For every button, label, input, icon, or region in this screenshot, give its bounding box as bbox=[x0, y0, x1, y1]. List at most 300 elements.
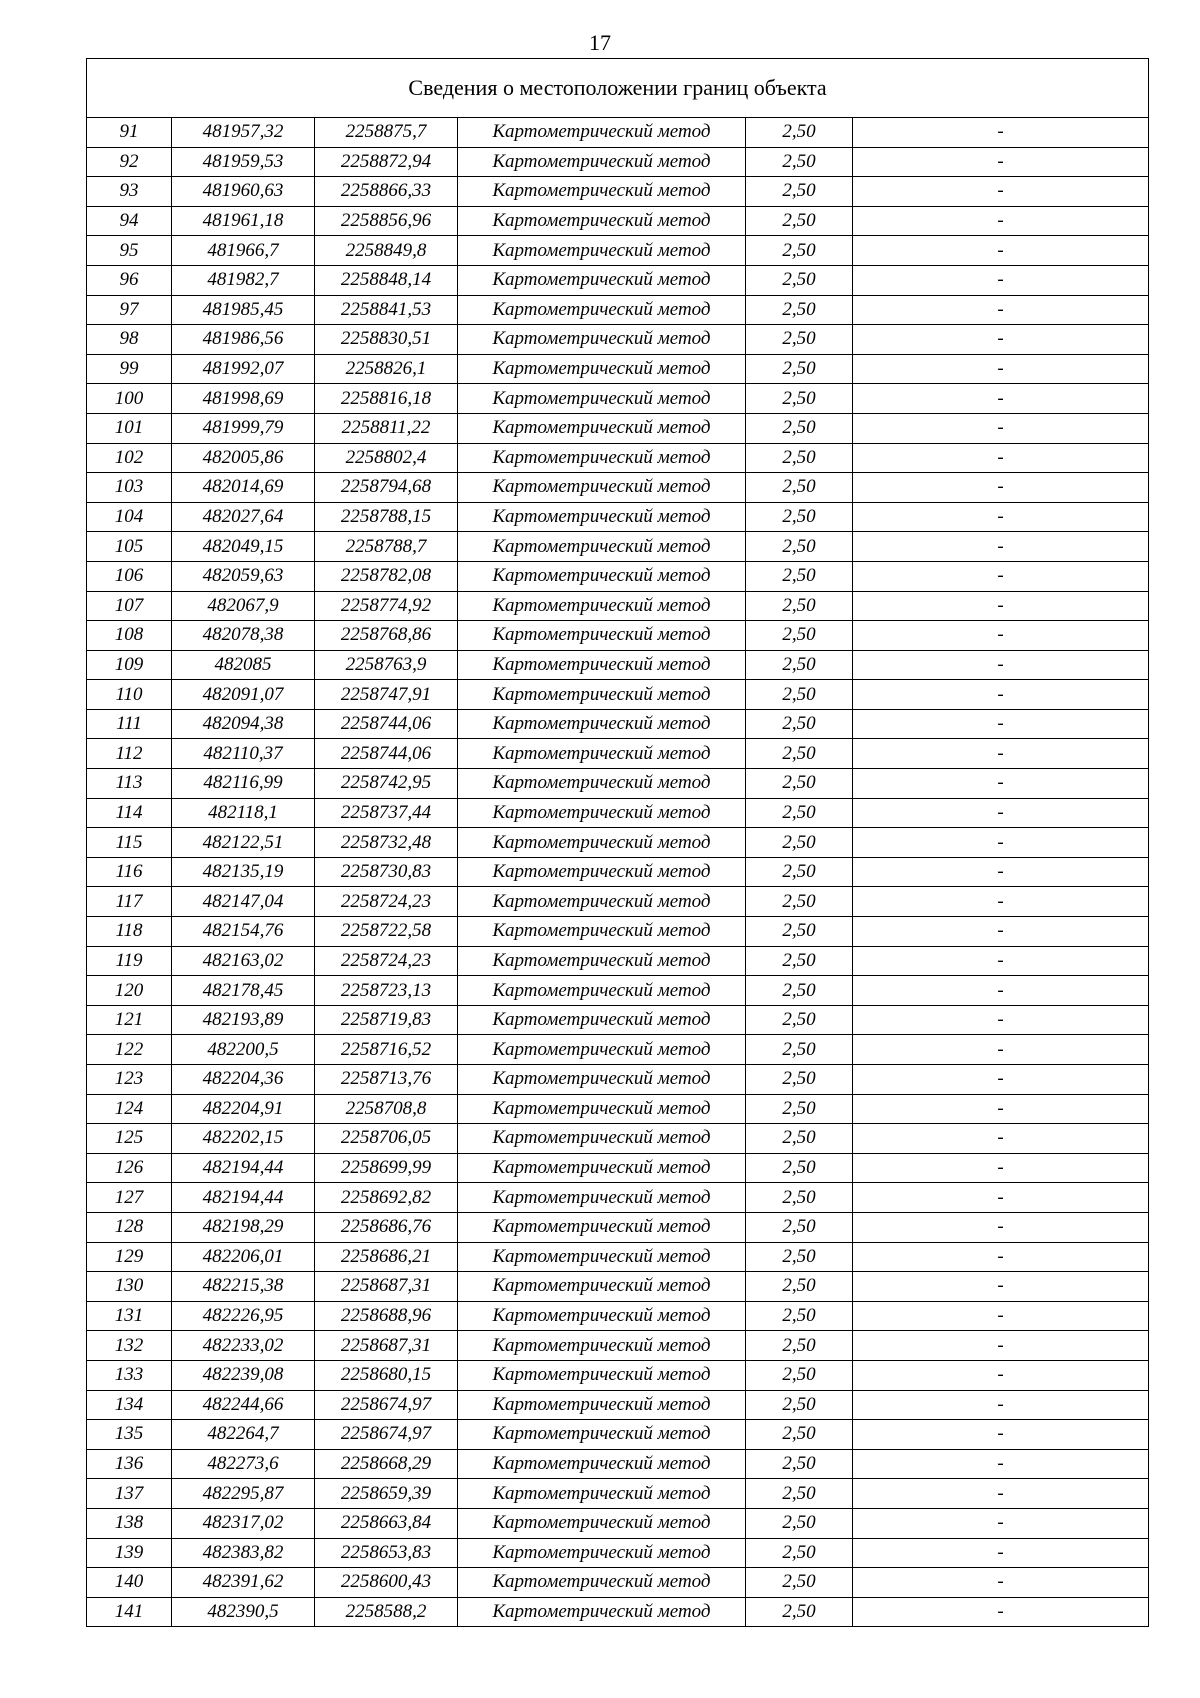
description-cell: - bbox=[853, 473, 1149, 503]
method-cell: Картометрический метод bbox=[458, 413, 746, 443]
point-number-cell: 105 bbox=[87, 532, 172, 562]
accuracy-cell: 2,50 bbox=[746, 177, 853, 207]
x-coordinate-cell: 482383,82 bbox=[172, 1538, 315, 1568]
y-coordinate-cell: 2258788,7 bbox=[315, 532, 458, 562]
x-coordinate-cell: 482122,51 bbox=[172, 828, 315, 858]
y-coordinate-cell: 2258653,83 bbox=[315, 1538, 458, 1568]
description-cell: - bbox=[853, 1183, 1149, 1213]
x-coordinate-cell: 482078,38 bbox=[172, 621, 315, 651]
accuracy-cell: 2,50 bbox=[746, 1538, 853, 1568]
table-row bbox=[87, 1420, 1149, 1450]
method-cell: Картометрический метод bbox=[458, 1183, 746, 1213]
table-row bbox=[87, 1242, 1149, 1272]
y-coordinate-cell: 2258816,18 bbox=[315, 384, 458, 414]
accuracy-cell: 2,50 bbox=[746, 206, 853, 236]
accuracy-cell: 2,50 bbox=[746, 946, 853, 976]
y-coordinate-cell: 2258875,7 bbox=[315, 118, 458, 148]
point-number-cell: 92 bbox=[87, 147, 172, 177]
y-coordinate-cell: 2258763,9 bbox=[315, 650, 458, 680]
description-cell: - bbox=[853, 1094, 1149, 1124]
description-cell: - bbox=[853, 887, 1149, 917]
description-cell: - bbox=[853, 1301, 1149, 1331]
description-cell: - bbox=[853, 769, 1149, 799]
table-row bbox=[87, 118, 1149, 148]
accuracy-cell: 2,50 bbox=[746, 265, 853, 295]
point-number-cell: 102 bbox=[87, 443, 172, 473]
y-coordinate-cell: 2258692,82 bbox=[315, 1183, 458, 1213]
x-coordinate-cell: 482239,08 bbox=[172, 1360, 315, 1390]
y-coordinate-cell: 2258826,1 bbox=[315, 354, 458, 384]
table-row bbox=[87, 1390, 1149, 1420]
x-coordinate-cell: 482193,89 bbox=[172, 1005, 315, 1035]
x-coordinate-cell: 482244,66 bbox=[172, 1390, 315, 1420]
y-coordinate-cell: 2258724,23 bbox=[315, 887, 458, 917]
method-cell: Картометрический метод bbox=[458, 295, 746, 325]
y-coordinate-cell: 2258782,08 bbox=[315, 561, 458, 591]
x-coordinate-cell: 481957,32 bbox=[172, 118, 315, 148]
point-number-cell: 97 bbox=[87, 295, 172, 325]
method-cell: Картометрический метод bbox=[458, 532, 746, 562]
x-coordinate-cell: 482295,87 bbox=[172, 1479, 315, 1509]
y-coordinate-cell: 2258600,43 bbox=[315, 1568, 458, 1598]
description-cell: - bbox=[853, 1212, 1149, 1242]
x-coordinate-cell: 482391,62 bbox=[172, 1568, 315, 1598]
x-coordinate-cell: 482204,36 bbox=[172, 1065, 315, 1095]
description-cell: - bbox=[853, 1360, 1149, 1390]
table-row bbox=[87, 591, 1149, 621]
method-cell: Картометрический метод bbox=[458, 1212, 746, 1242]
accuracy-cell: 2,50 bbox=[746, 1360, 853, 1390]
y-coordinate-cell: 2258737,44 bbox=[315, 798, 458, 828]
method-cell: Картометрический метод bbox=[458, 650, 746, 680]
description-cell: - bbox=[853, 798, 1149, 828]
x-coordinate-cell: 482116,99 bbox=[172, 769, 315, 799]
description-cell: - bbox=[853, 1390, 1149, 1420]
x-coordinate-cell: 481999,79 bbox=[172, 413, 315, 443]
x-coordinate-cell: 482027,64 bbox=[172, 502, 315, 532]
table-row bbox=[87, 1065, 1149, 1095]
y-coordinate-cell: 2258811,22 bbox=[315, 413, 458, 443]
y-coordinate-cell: 2258668,29 bbox=[315, 1449, 458, 1479]
method-cell: Картометрический метод bbox=[458, 1597, 746, 1627]
accuracy-cell: 2,50 bbox=[746, 1005, 853, 1035]
accuracy-cell: 2,50 bbox=[746, 1065, 853, 1095]
table-row bbox=[87, 1212, 1149, 1242]
description-cell: - bbox=[853, 118, 1149, 148]
description-cell: - bbox=[853, 1508, 1149, 1538]
point-number-cell: 125 bbox=[87, 1124, 172, 1154]
accuracy-cell: 2,50 bbox=[746, 532, 853, 562]
point-number-cell: 95 bbox=[87, 236, 172, 266]
x-coordinate-cell: 482390,5 bbox=[172, 1597, 315, 1627]
y-coordinate-cell: 2258841,53 bbox=[315, 295, 458, 325]
x-coordinate-cell: 482154,76 bbox=[172, 917, 315, 947]
y-coordinate-cell: 2258742,95 bbox=[315, 769, 458, 799]
method-cell: Картометрический метод bbox=[458, 1124, 746, 1154]
description-cell: - bbox=[853, 1331, 1149, 1361]
description-cell: - bbox=[853, 147, 1149, 177]
point-number-cell: 115 bbox=[87, 828, 172, 858]
method-cell: Картометрический метод bbox=[458, 561, 746, 591]
point-number-cell: 116 bbox=[87, 857, 172, 887]
method-cell: Картометрический метод bbox=[458, 443, 746, 473]
accuracy-cell: 2,50 bbox=[746, 1390, 853, 1420]
method-cell: Картометрический метод bbox=[458, 118, 746, 148]
point-number-cell: 130 bbox=[87, 1272, 172, 1302]
method-cell: Картометрический метод bbox=[458, 857, 746, 887]
y-coordinate-cell: 2258730,83 bbox=[315, 857, 458, 887]
method-cell: Картометрический метод bbox=[458, 1449, 746, 1479]
method-cell: Картометрический метод bbox=[458, 1568, 746, 1598]
x-coordinate-cell: 482005,86 bbox=[172, 443, 315, 473]
description-cell: - bbox=[853, 1538, 1149, 1568]
method-cell: Картометрический метод bbox=[458, 1508, 746, 1538]
x-coordinate-cell: 482317,02 bbox=[172, 1508, 315, 1538]
method-cell: Картометрический метод bbox=[458, 1538, 746, 1568]
table-row bbox=[87, 917, 1149, 947]
x-coordinate-cell: 482094,38 bbox=[172, 709, 315, 739]
accuracy-cell: 2,50 bbox=[746, 443, 853, 473]
method-cell: Картометрический метод bbox=[458, 739, 746, 769]
y-coordinate-cell: 2258744,06 bbox=[315, 709, 458, 739]
table-row bbox=[87, 1360, 1149, 1390]
accuracy-cell: 2,50 bbox=[746, 561, 853, 591]
accuracy-cell: 2,50 bbox=[746, 325, 853, 355]
accuracy-cell: 2,50 bbox=[746, 118, 853, 148]
method-cell: Картометрический метод bbox=[458, 1035, 746, 1065]
table-row bbox=[87, 680, 1149, 710]
description-cell: - bbox=[853, 325, 1149, 355]
accuracy-cell: 2,50 bbox=[746, 1597, 853, 1627]
point-number-cell: 117 bbox=[87, 887, 172, 917]
point-number-cell: 113 bbox=[87, 769, 172, 799]
description-cell: - bbox=[853, 739, 1149, 769]
table-row bbox=[87, 561, 1149, 591]
point-number-cell: 111 bbox=[87, 709, 172, 739]
description-cell: - bbox=[853, 1420, 1149, 1450]
point-number-cell: 106 bbox=[87, 561, 172, 591]
x-coordinate-cell: 482204,91 bbox=[172, 1094, 315, 1124]
table-row bbox=[87, 1005, 1149, 1035]
point-number-cell: 109 bbox=[87, 650, 172, 680]
accuracy-cell: 2,50 bbox=[746, 295, 853, 325]
accuracy-cell: 2,50 bbox=[746, 798, 853, 828]
table-row bbox=[87, 798, 1149, 828]
description-cell: - bbox=[853, 1568, 1149, 1598]
table-row bbox=[87, 1183, 1149, 1213]
method-cell: Картометрический метод bbox=[458, 1420, 746, 1450]
y-coordinate-cell: 2258830,51 bbox=[315, 325, 458, 355]
accuracy-cell: 2,50 bbox=[746, 591, 853, 621]
accuracy-cell: 2,50 bbox=[746, 1420, 853, 1450]
table-row bbox=[87, 1094, 1149, 1124]
x-coordinate-cell: 482118,1 bbox=[172, 798, 315, 828]
y-coordinate-cell: 2258849,8 bbox=[315, 236, 458, 266]
y-coordinate-cell: 2258588,2 bbox=[315, 1597, 458, 1627]
y-coordinate-cell: 2258723,13 bbox=[315, 976, 458, 1006]
y-coordinate-cell: 2258716,52 bbox=[315, 1035, 458, 1065]
description-cell: - bbox=[853, 443, 1149, 473]
method-cell: Картометрический метод bbox=[458, 1301, 746, 1331]
point-number-cell: 107 bbox=[87, 591, 172, 621]
point-number-cell: 118 bbox=[87, 917, 172, 947]
point-number-cell: 123 bbox=[87, 1065, 172, 1095]
table-row bbox=[87, 946, 1149, 976]
x-coordinate-cell: 482085 bbox=[172, 650, 315, 680]
x-coordinate-cell: 482163,02 bbox=[172, 946, 315, 976]
description-cell: - bbox=[853, 354, 1149, 384]
x-coordinate-cell: 481986,56 bbox=[172, 325, 315, 355]
accuracy-cell: 2,50 bbox=[746, 1183, 853, 1213]
description-cell: - bbox=[853, 1272, 1149, 1302]
boundary-coordinates-table bbox=[86, 58, 1149, 1627]
y-coordinate-cell: 2258856,96 bbox=[315, 206, 458, 236]
x-coordinate-cell: 481966,7 bbox=[172, 236, 315, 266]
method-cell: Картометрический метод bbox=[458, 1065, 746, 1095]
description-cell: - bbox=[853, 1153, 1149, 1183]
accuracy-cell: 2,50 bbox=[746, 1094, 853, 1124]
table-row bbox=[87, 177, 1149, 207]
y-coordinate-cell: 2258872,94 bbox=[315, 147, 458, 177]
method-cell: Картометрический метод bbox=[458, 887, 746, 917]
table-row bbox=[87, 1508, 1149, 1538]
y-coordinate-cell: 2258687,31 bbox=[315, 1272, 458, 1302]
y-coordinate-cell: 2258686,76 bbox=[315, 1212, 458, 1242]
x-coordinate-cell: 482273,6 bbox=[172, 1449, 315, 1479]
accuracy-cell: 2,50 bbox=[746, 917, 853, 947]
point-number-cell: 110 bbox=[87, 680, 172, 710]
table-row bbox=[87, 1479, 1149, 1509]
accuracy-cell: 2,50 bbox=[746, 1508, 853, 1538]
table-row bbox=[87, 502, 1149, 532]
y-coordinate-cell: 2258713,76 bbox=[315, 1065, 458, 1095]
point-number-cell: 133 bbox=[87, 1360, 172, 1390]
table-row bbox=[87, 384, 1149, 414]
point-number-cell: 128 bbox=[87, 1212, 172, 1242]
x-coordinate-cell: 481960,63 bbox=[172, 177, 315, 207]
description-cell: - bbox=[853, 709, 1149, 739]
point-number-cell: 96 bbox=[87, 265, 172, 295]
accuracy-cell: 2,50 bbox=[746, 1479, 853, 1509]
point-number-cell: 119 bbox=[87, 946, 172, 976]
point-number-cell: 91 bbox=[87, 118, 172, 148]
table-row bbox=[87, 887, 1149, 917]
point-number-cell: 131 bbox=[87, 1301, 172, 1331]
description-cell: - bbox=[853, 1449, 1149, 1479]
x-coordinate-cell: 482014,69 bbox=[172, 473, 315, 503]
description-cell: - bbox=[853, 413, 1149, 443]
x-coordinate-cell: 482059,63 bbox=[172, 561, 315, 591]
y-coordinate-cell: 2258706,05 bbox=[315, 1124, 458, 1154]
point-number-cell: 140 bbox=[87, 1568, 172, 1598]
method-cell: Картометрический метод bbox=[458, 591, 746, 621]
x-coordinate-cell: 482147,04 bbox=[172, 887, 315, 917]
x-coordinate-cell: 482067,9 bbox=[172, 591, 315, 621]
method-cell: Картометрический метод bbox=[458, 680, 746, 710]
x-coordinate-cell: 482200,5 bbox=[172, 1035, 315, 1065]
description-cell: - bbox=[853, 561, 1149, 591]
x-coordinate-cell: 481998,69 bbox=[172, 384, 315, 414]
description-cell: - bbox=[853, 917, 1149, 947]
method-cell: Картометрический метод bbox=[458, 502, 746, 532]
y-coordinate-cell: 2258674,97 bbox=[315, 1420, 458, 1450]
table-row bbox=[87, 650, 1149, 680]
table-row bbox=[87, 325, 1149, 355]
method-cell: Картометрический метод bbox=[458, 709, 746, 739]
description-cell: - bbox=[853, 650, 1149, 680]
accuracy-cell: 2,50 bbox=[746, 473, 853, 503]
table-row bbox=[87, 1301, 1149, 1331]
y-coordinate-cell: 2258866,33 bbox=[315, 177, 458, 207]
method-cell: Картометрический метод bbox=[458, 1479, 746, 1509]
point-number-cell: 129 bbox=[87, 1242, 172, 1272]
table-row bbox=[87, 857, 1149, 887]
accuracy-cell: 2,50 bbox=[746, 1035, 853, 1065]
description-cell: - bbox=[853, 295, 1149, 325]
table-row bbox=[87, 532, 1149, 562]
table-row bbox=[87, 739, 1149, 769]
description-cell: - bbox=[853, 1124, 1149, 1154]
accuracy-cell: 2,50 bbox=[746, 1124, 853, 1154]
point-number-cell: 101 bbox=[87, 413, 172, 443]
x-coordinate-cell: 482215,38 bbox=[172, 1272, 315, 1302]
accuracy-cell: 2,50 bbox=[746, 413, 853, 443]
method-cell: Картометрический метод bbox=[458, 177, 746, 207]
method-cell: Картометрический метод bbox=[458, 828, 746, 858]
method-cell: Картометрический метод bbox=[458, 1272, 746, 1302]
description-cell: - bbox=[853, 621, 1149, 651]
y-coordinate-cell: 2258674,97 bbox=[315, 1390, 458, 1420]
x-coordinate-cell: 482194,44 bbox=[172, 1153, 315, 1183]
description-cell: - bbox=[853, 591, 1149, 621]
point-number-cell: 126 bbox=[87, 1153, 172, 1183]
accuracy-cell: 2,50 bbox=[746, 709, 853, 739]
description-cell: - bbox=[853, 502, 1149, 532]
method-cell: Картометрический метод bbox=[458, 976, 746, 1006]
table-row bbox=[87, 236, 1149, 266]
table-row bbox=[87, 1331, 1149, 1361]
x-coordinate-cell: 482110,37 bbox=[172, 739, 315, 769]
description-cell: - bbox=[853, 828, 1149, 858]
table-row bbox=[87, 265, 1149, 295]
description-cell: - bbox=[853, 1035, 1149, 1065]
accuracy-cell: 2,50 bbox=[746, 384, 853, 414]
accuracy-cell: 2,50 bbox=[746, 502, 853, 532]
description-cell: - bbox=[853, 206, 1149, 236]
y-coordinate-cell: 2258659,39 bbox=[315, 1479, 458, 1509]
table-row bbox=[87, 1449, 1149, 1479]
x-coordinate-cell: 482202,15 bbox=[172, 1124, 315, 1154]
accuracy-cell: 2,50 bbox=[746, 887, 853, 917]
y-coordinate-cell: 2258768,86 bbox=[315, 621, 458, 651]
point-number-cell: 121 bbox=[87, 1005, 172, 1035]
point-number-cell: 136 bbox=[87, 1449, 172, 1479]
x-coordinate-cell: 482135,19 bbox=[172, 857, 315, 887]
x-coordinate-cell: 482049,15 bbox=[172, 532, 315, 562]
table-row bbox=[87, 354, 1149, 384]
y-coordinate-cell: 2258719,83 bbox=[315, 1005, 458, 1035]
y-coordinate-cell: 2258686,21 bbox=[315, 1242, 458, 1272]
description-cell: - bbox=[853, 1242, 1149, 1272]
point-number-cell: 104 bbox=[87, 502, 172, 532]
accuracy-cell: 2,50 bbox=[746, 236, 853, 266]
accuracy-cell: 2,50 bbox=[746, 1272, 853, 1302]
point-number-cell: 114 bbox=[87, 798, 172, 828]
method-cell: Картометрический метод bbox=[458, 265, 746, 295]
table-row bbox=[87, 976, 1149, 1006]
y-coordinate-cell: 2258788,15 bbox=[315, 502, 458, 532]
description-cell: - bbox=[853, 1005, 1149, 1035]
table-row bbox=[87, 1597, 1149, 1627]
method-cell: Картометрический метод bbox=[458, 1360, 746, 1390]
method-cell: Картометрический метод bbox=[458, 1390, 746, 1420]
y-coordinate-cell: 2258802,4 bbox=[315, 443, 458, 473]
method-cell: Картометрический метод bbox=[458, 1242, 746, 1272]
accuracy-cell: 2,50 bbox=[746, 1449, 853, 1479]
accuracy-cell: 2,50 bbox=[746, 1301, 853, 1331]
method-cell: Картометрический метод bbox=[458, 147, 746, 177]
point-number-cell: 134 bbox=[87, 1390, 172, 1420]
y-coordinate-cell: 2258732,48 bbox=[315, 828, 458, 858]
point-number-cell: 127 bbox=[87, 1183, 172, 1213]
y-coordinate-cell: 2258774,92 bbox=[315, 591, 458, 621]
accuracy-cell: 2,50 bbox=[746, 147, 853, 177]
y-coordinate-cell: 2258699,99 bbox=[315, 1153, 458, 1183]
y-coordinate-cell: 2258722,58 bbox=[315, 917, 458, 947]
point-number-cell: 135 bbox=[87, 1420, 172, 1450]
description-cell: - bbox=[853, 1065, 1149, 1095]
description-cell: - bbox=[853, 1597, 1149, 1627]
method-cell: Картометрический метод bbox=[458, 354, 746, 384]
method-cell: Картометрический метод bbox=[458, 1331, 746, 1361]
y-coordinate-cell: 2258724,23 bbox=[315, 946, 458, 976]
table-row bbox=[87, 443, 1149, 473]
table-row bbox=[87, 621, 1149, 651]
y-coordinate-cell: 2258747,91 bbox=[315, 680, 458, 710]
table-row bbox=[87, 147, 1149, 177]
x-coordinate-cell: 482226,95 bbox=[172, 1301, 315, 1331]
description-cell: - bbox=[853, 384, 1149, 414]
point-number-cell: 93 bbox=[87, 177, 172, 207]
y-coordinate-cell: 2258680,15 bbox=[315, 1360, 458, 1390]
accuracy-cell: 2,50 bbox=[746, 828, 853, 858]
point-number-cell: 132 bbox=[87, 1331, 172, 1361]
accuracy-cell: 2,50 bbox=[746, 1153, 853, 1183]
point-number-cell: 103 bbox=[87, 473, 172, 503]
description-cell: - bbox=[853, 236, 1149, 266]
accuracy-cell: 2,50 bbox=[746, 976, 853, 1006]
method-cell: Картометрический метод bbox=[458, 946, 746, 976]
x-coordinate-cell: 481959,53 bbox=[172, 147, 315, 177]
accuracy-cell: 2,50 bbox=[746, 1242, 853, 1272]
table-title: Сведения о местоположении границ объекта bbox=[87, 59, 1149, 118]
method-cell: Картометрический метод bbox=[458, 473, 746, 503]
accuracy-cell: 2,50 bbox=[746, 769, 853, 799]
description-cell: - bbox=[853, 857, 1149, 887]
y-coordinate-cell: 2258848,14 bbox=[315, 265, 458, 295]
point-number-cell: 94 bbox=[87, 206, 172, 236]
table-row bbox=[87, 473, 1149, 503]
table-row bbox=[87, 1538, 1149, 1568]
point-number-cell: 112 bbox=[87, 739, 172, 769]
point-number-cell: 138 bbox=[87, 1508, 172, 1538]
x-coordinate-cell: 482091,07 bbox=[172, 680, 315, 710]
point-number-cell: 139 bbox=[87, 1538, 172, 1568]
x-coordinate-cell: 482178,45 bbox=[172, 976, 315, 1006]
point-number-cell: 141 bbox=[87, 1597, 172, 1627]
x-coordinate-cell: 481982,7 bbox=[172, 265, 315, 295]
point-number-cell: 99 bbox=[87, 354, 172, 384]
